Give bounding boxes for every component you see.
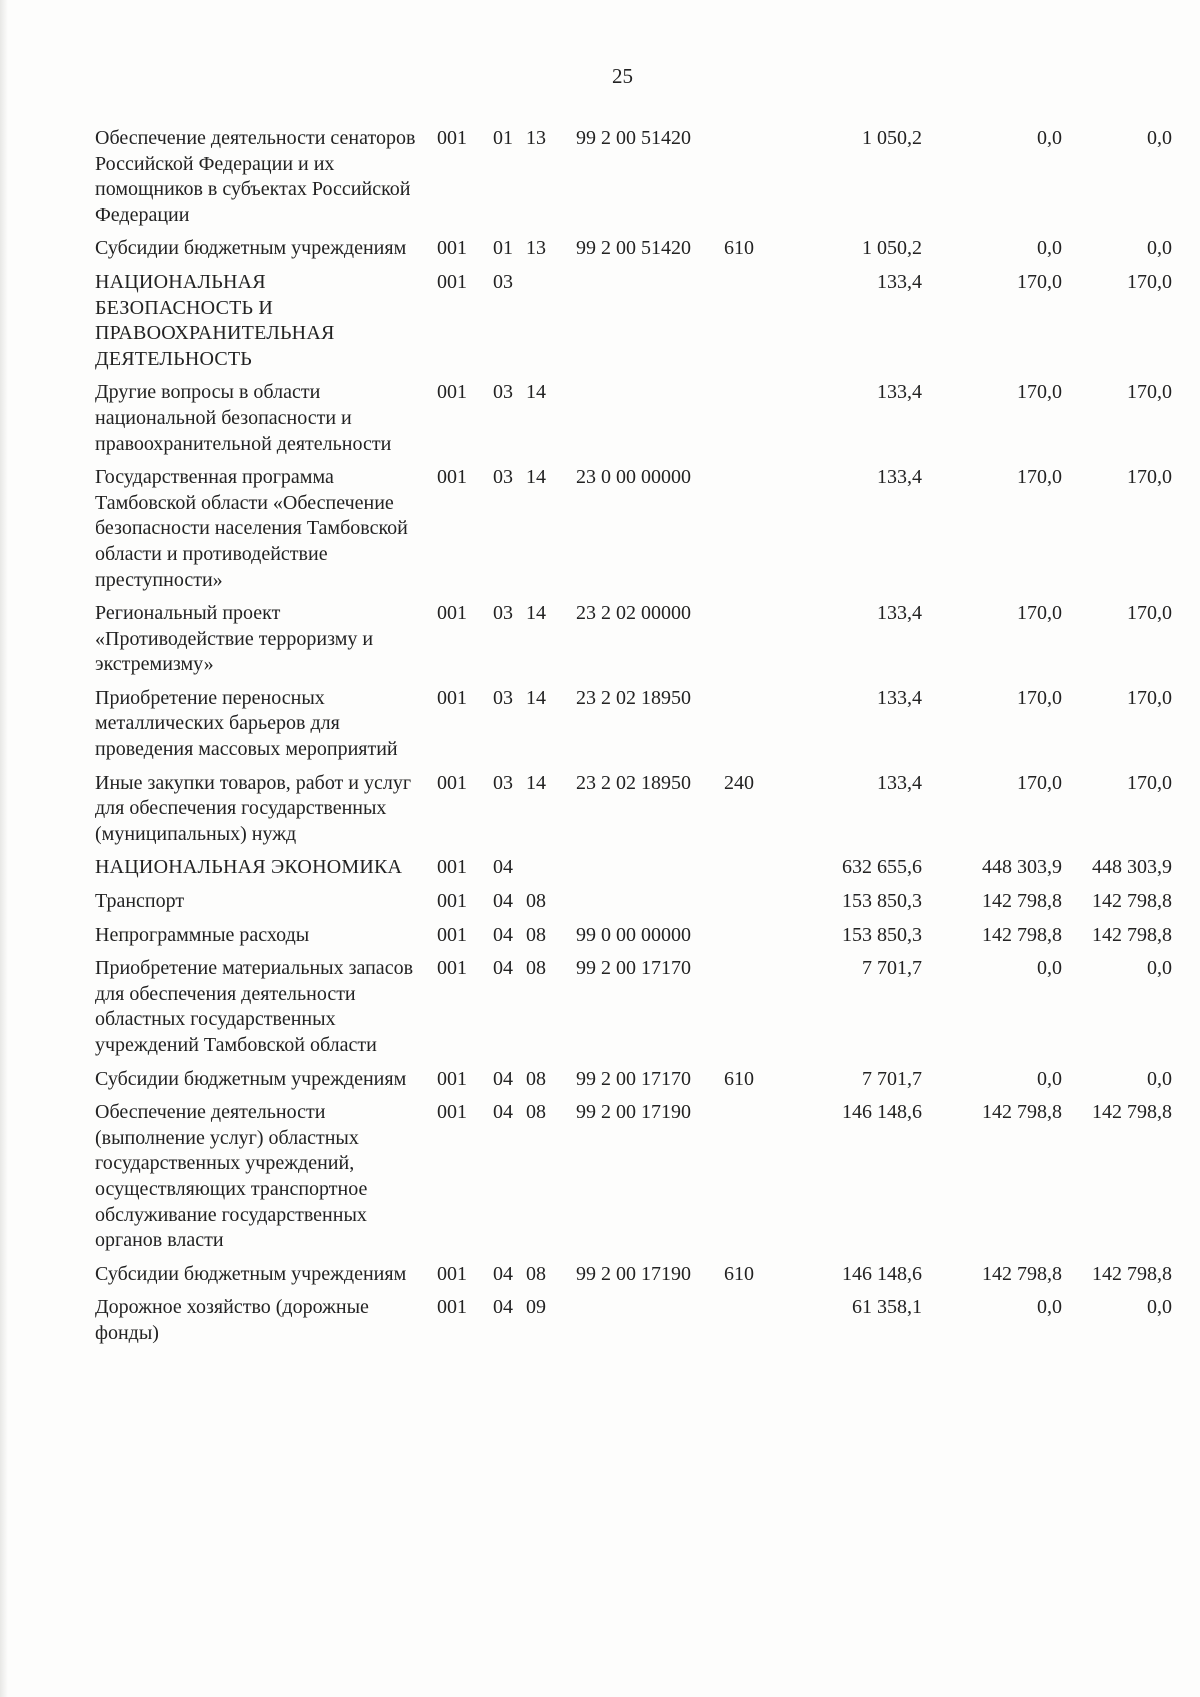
row-amount-year-3: 170,0: [1127, 686, 1172, 709]
row-target-article: 23 2 02 18950: [576, 771, 691, 794]
row-expense-type: [724, 1295, 774, 1354]
row-section-code: 03: [493, 270, 513, 293]
row-amount-year-1: 7 701,7: [862, 1067, 922, 1090]
row-amount-year-2: 142 798,8: [982, 1262, 1062, 1285]
row-section-code: 04: [493, 890, 513, 913]
row-amount-year-3: 170,0: [1127, 771, 1172, 794]
row-expense-type: [724, 601, 774, 686]
row-name: Другие вопросы в области национальной безопасности и правоохранительной деятельности: [95, 381, 392, 455]
row-target-article: [556, 270, 724, 380]
row-subsection-code: 14: [526, 602, 546, 625]
row-section-code: 03: [493, 771, 513, 794]
row-target-article: [556, 855, 724, 889]
row-name: Приобретение материальных запасов для обеспечения деятельности областных государственных учреждений Тамбовской области: [95, 957, 414, 1056]
row-grbs-code: 001: [437, 127, 467, 149]
row-expense-type: [724, 270, 774, 380]
row-amount-year-1: 153 850,3: [842, 890, 922, 913]
row-amount-year-2: 142 798,8: [982, 923, 1062, 946]
row-target-article: 23 0 00 00000: [576, 466, 691, 489]
row-section-code: 04: [493, 856, 513, 879]
table-row: [95, 380, 1172, 465]
row-expense-type: [724, 380, 774, 465]
page-number: 25: [612, 64, 633, 88]
row-amount-year-3: 142 798,8: [1092, 1262, 1172, 1285]
row-amount-year-3: 142 798,8: [1092, 923, 1172, 946]
row-amount-year-2: 448 303,9: [982, 856, 1062, 879]
row-grbs-code: 001: [437, 237, 467, 260]
row-amount-year-1: 61 358,1: [852, 1296, 922, 1319]
row-expense-type: [724, 956, 774, 1066]
row-grbs-code: 001: [437, 686, 467, 709]
row-grbs-code: 001: [437, 1296, 467, 1319]
row-subsection-code: 09: [526, 1296, 546, 1319]
row-target-article: 99 0 00 00000: [576, 923, 691, 946]
table-row: [95, 956, 1172, 1066]
row-amount-year-3: 170,0: [1127, 602, 1172, 625]
row-amount-year-1: 133,4: [877, 686, 922, 709]
row-section-code: 04: [493, 957, 513, 980]
row-name: Транспорт: [95, 890, 185, 913]
row-section-code: 04: [493, 1296, 513, 1319]
row-subsection-code: 14: [526, 771, 546, 794]
row-grbs-code: 001: [437, 1101, 467, 1124]
row-expense-type: 610: [724, 1262, 754, 1285]
row-amount-year-1: 133,4: [877, 602, 922, 625]
row-expense-type: [724, 126, 774, 236]
row-amount-year-3: 0,0: [1147, 957, 1172, 980]
row-expense-type: [724, 923, 774, 957]
row-amount-year-1: 153 850,3: [842, 923, 922, 946]
table-row: [95, 1067, 1172, 1101]
row-amount-year-3: 0,0: [1147, 237, 1172, 260]
table-row: [95, 1295, 1172, 1354]
row-amount-year-1: 133,4: [877, 381, 922, 404]
row-name: Иные закупки товаров, работ и услуг для обеспечения государственных (муниципальных) нужд: [95, 771, 412, 845]
row-amount-year-3: 448 303,9: [1092, 856, 1172, 879]
row-target-article: 99 2 00 17170: [576, 957, 691, 980]
row-target-article: 99 2 00 17170: [576, 1067, 691, 1090]
row-expense-type: [724, 1100, 774, 1262]
row-name: Дорожное хозяйство (дорожные фонды): [95, 1296, 369, 1344]
row-amount-year-2: 170,0: [1017, 686, 1062, 709]
row-target-article: 99 2 00 17190: [576, 1262, 691, 1285]
row-subsection-code: 13: [526, 237, 546, 260]
row-amount-year-3: 142 798,8: [1092, 1101, 1172, 1124]
row-amount-year-3: 170,0: [1127, 270, 1172, 293]
row-amount-year-3: 0,0: [1147, 1296, 1172, 1319]
table-row: [95, 1262, 1172, 1296]
row-amount-year-3: 142 798,8: [1092, 890, 1172, 913]
row-subsection-code: 08: [526, 957, 546, 980]
row-grbs-code: 001: [437, 270, 467, 293]
row-amount-year-1: 133,4: [877, 466, 922, 489]
table-body: [95, 126, 1172, 1355]
row-subsection-code: 08: [526, 923, 546, 946]
row-subsection-code: [526, 855, 556, 889]
row-amount-year-1: 146 148,6: [842, 1101, 922, 1124]
row-expense-type: 240: [724, 771, 754, 794]
row-amount-year-2: 170,0: [1017, 602, 1062, 625]
table-row: [95, 771, 1172, 856]
row-amount-year-1: 133,4: [877, 270, 922, 293]
row-grbs-code: 001: [437, 1067, 467, 1090]
row-expense-type: [724, 889, 774, 923]
row-section-code: 01: [493, 127, 513, 149]
row-target-article: [556, 1295, 724, 1354]
row-expense-type: [724, 465, 774, 601]
row-amount-year-1: 133,4: [877, 771, 922, 794]
row-subsection-code: 08: [526, 890, 546, 913]
row-subsection-code: 13: [526, 127, 546, 149]
row-amount-year-1: 1 050,2: [862, 127, 922, 149]
row-expense-type: 610: [724, 237, 754, 260]
row-section-code: 04: [493, 1101, 513, 1124]
table-row: [95, 923, 1172, 957]
row-grbs-code: 001: [437, 923, 467, 946]
row-section-code: 04: [493, 1262, 513, 1285]
row-grbs-code: 001: [437, 890, 467, 913]
row-target-article: 23 2 02 00000: [576, 602, 691, 625]
row-target-article: [556, 380, 724, 465]
scan-edge-shadow: [0, 0, 8, 1697]
row-name: Государственная программа Тамбовской области «Обеспечение безопасности населения Тамбовской области и противодействие преступности»: [95, 466, 408, 591]
row-amount-year-1: 632 655,6: [842, 856, 922, 879]
row-name: Субсидии бюджетным учреждениям: [95, 237, 407, 260]
row-target-article: 99 2 00 17190: [576, 1101, 691, 1124]
row-grbs-code: 001: [437, 771, 467, 794]
row-amount-year-2: 142 798,8: [982, 1101, 1062, 1124]
row-amount-year-2: 0,0: [1037, 1296, 1062, 1319]
row-target-article: 23 2 02 18950: [576, 686, 691, 709]
table-row: [95, 465, 1172, 601]
row-grbs-code: 001: [437, 856, 467, 879]
row-amount-year-2: 142 798,8: [982, 890, 1062, 913]
row-name: Обеспечение деятельности сенаторов Российской Федерации и их помощников в субъектах Российской Федерации: [95, 127, 416, 226]
row-amount-year-3: 170,0: [1127, 466, 1172, 489]
row-grbs-code: 001: [437, 1262, 467, 1285]
row-grbs-code: 001: [437, 957, 467, 980]
row-grbs-code: 001: [437, 466, 467, 489]
row-subsection-code: [526, 270, 556, 380]
row-amount-year-2: 0,0: [1037, 1067, 1062, 1090]
row-target-article: 99 2 00 51420: [576, 127, 691, 149]
row-section-code: 01: [493, 237, 513, 260]
row-subsection-code: 14: [526, 381, 546, 404]
row-subsection-code: 08: [526, 1262, 546, 1285]
row-name: Субсидии бюджетным учреждениям: [95, 1067, 407, 1090]
row-name: Приобретение переносных металлических барьеров для проведения массовых мероприятий: [95, 686, 398, 761]
row-expense-type: 610: [724, 1067, 754, 1090]
row-amount-year-2: 0,0: [1037, 957, 1062, 980]
row-section-code: 03: [493, 686, 513, 709]
row-name: Обеспечение деятельности (выполнение услуг) областных государственных учреждений, осуществляющих транспортное обслуживание государственных органов власти: [95, 1101, 368, 1252]
table-row: [95, 686, 1172, 771]
table-row: [95, 270, 1172, 380]
row-amount-year-2: 170,0: [1017, 466, 1062, 489]
row-subsection-code: 14: [526, 466, 546, 489]
row-section-code: 04: [493, 923, 513, 946]
row-amount-year-1: 1 050,2: [862, 237, 922, 260]
table-row: [95, 601, 1172, 686]
table-row: [95, 855, 1172, 889]
row-grbs-code: 001: [437, 602, 467, 625]
row-name: Субсидии бюджетным учреждениям: [95, 1262, 407, 1285]
budget-table: [95, 126, 1172, 1355]
row-section-code: 04: [493, 1067, 513, 1090]
row-target-article: 99 2 00 51420: [576, 237, 691, 260]
row-subsection-code: 14: [526, 686, 546, 709]
table-row: [95, 236, 1172, 270]
row-amount-year-3: 170,0: [1127, 381, 1172, 404]
row-section-code: 03: [493, 602, 513, 625]
row-amount-year-1: 7 701,7: [862, 957, 922, 980]
table-row: [95, 126, 1172, 236]
row-name: Непрограммные расходы: [95, 923, 310, 946]
row-section-code: 03: [493, 466, 513, 489]
row-grbs-code: 001: [437, 381, 467, 404]
row-amount-year-1: 146 148,6: [842, 1262, 922, 1285]
row-section-code: 03: [493, 381, 513, 404]
table-row: [95, 889, 1172, 923]
row-expense-type: [724, 855, 774, 889]
row-amount-year-3: 0,0: [1147, 1067, 1172, 1090]
row-subsection-code: 08: [526, 1101, 546, 1124]
row-subsection-code: 08: [526, 1067, 546, 1090]
row-name: НАЦИОНАЛЬНАЯ БЕЗОПАСНОСТЬ И ПРАВООХРАНИТЕЛЬНАЯ ДЕЯТЕЛЬНОСТЬ: [95, 270, 335, 370]
row-amount-year-2: 0,0: [1037, 237, 1062, 260]
table-row: [95, 1100, 1172, 1262]
row-amount-year-2: 170,0: [1017, 270, 1062, 293]
row-name: НАЦИОНАЛЬНАЯ ЭКОНОМИКА: [95, 856, 403, 879]
row-name: Региональный проект «Противодействие терроризму и экстремизму»: [95, 602, 374, 676]
row-amount-year-2: 0,0: [1037, 127, 1062, 149]
row-expense-type: [724, 686, 774, 771]
row-amount-year-3: 0,0: [1147, 127, 1172, 149]
row-target-article: [556, 889, 724, 923]
row-amount-year-2: 170,0: [1017, 381, 1062, 404]
row-amount-year-2: 170,0: [1017, 771, 1062, 794]
